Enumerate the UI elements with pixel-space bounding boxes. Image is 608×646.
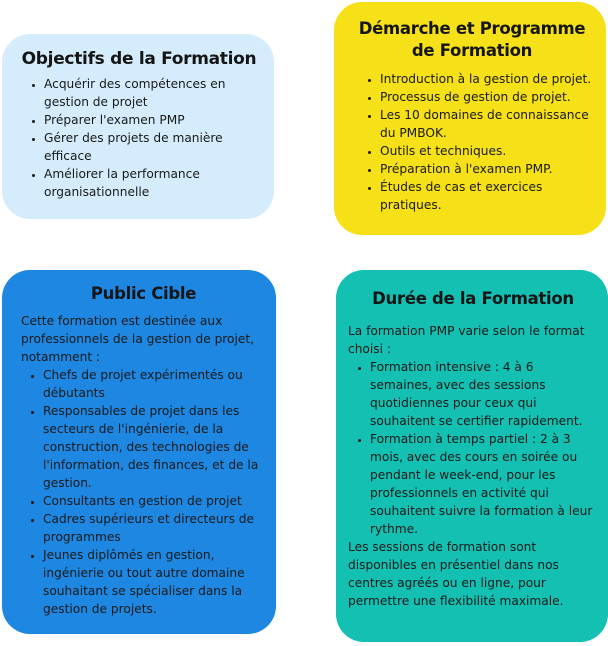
list-item: • Processus de gestion de projet. xyxy=(380,88,596,106)
programme-card xyxy=(334,2,606,235)
duration-card xyxy=(336,270,608,642)
list-item: • Préparer l'examen PMP xyxy=(44,111,260,129)
duration-list xyxy=(348,358,598,538)
list-item: • Responsables de projet dans les secteurs de l'ingénierie, de la construction, des technologies de l'information, des finances, et de la gestion. xyxy=(43,402,266,492)
duration-title: Durée de la Formation xyxy=(372,289,574,308)
programme-title: Démarche et Programme de Formation xyxy=(358,19,586,60)
public-title: Public Cible xyxy=(90,284,197,303)
public-list xyxy=(21,366,266,618)
list-item: • Gérer des projets de manière efficace xyxy=(44,129,260,165)
list-item: • Acquérir des compétences en gestion de projet xyxy=(44,75,260,111)
list-item: • Chefs de projet expérimentés ou débutants xyxy=(43,366,266,402)
list-item: • Préparation à l'examen PMP. xyxy=(380,160,596,178)
list-item: • Formation intensive : 4 à 6 semaines, avec des sessions quotidiennes pour ceux qui souhaitent se certifier rapidement. xyxy=(370,358,598,430)
list-item: • Améliorer la performance organisationnelle xyxy=(44,165,260,201)
public-card xyxy=(2,270,276,634)
objectives-title: Objectifs de la Formation xyxy=(21,49,257,69)
list-item: • Consultants en gestion de projet xyxy=(43,492,266,510)
objectives-list xyxy=(18,75,260,201)
list-item: • Les 10 domaines de connaissance du PMBOK. xyxy=(380,106,596,142)
duration-outro: Les sessions de formation sont disponibles en présentiel dans nos centres agréés ou en ligne, pour permettre une flexibilité maximale. xyxy=(348,540,564,608)
list-item: • Outils et techniques. xyxy=(380,142,596,160)
list-item: • Cadres supérieurs et directeurs de programmes xyxy=(43,510,266,546)
list-item: • Introduction à la gestion de projet. xyxy=(380,70,596,88)
list-item: • Formation à temps partiel : 2 à 3 mois, avec des cours en soirée ou pendant le week-end, pour les professionnels en activité qui souhaitent suivre la formation à leur rythme. xyxy=(370,430,598,538)
list-item: • Études de cas et exercices pratiques. xyxy=(380,178,596,214)
programme-list xyxy=(348,70,596,214)
objectives-card xyxy=(2,34,274,219)
list-item: • Jeunes diplômés en gestion, ingénierie ou tout autre domaine souhaitant se spécialiser dans la gestion de projets. xyxy=(43,546,266,618)
public-intro: Cette formation est destinée aux professionnels de la gestion de projet, notamment : xyxy=(21,314,255,364)
duration-intro: La formation PMP varie selon le format choisi : xyxy=(348,324,585,356)
